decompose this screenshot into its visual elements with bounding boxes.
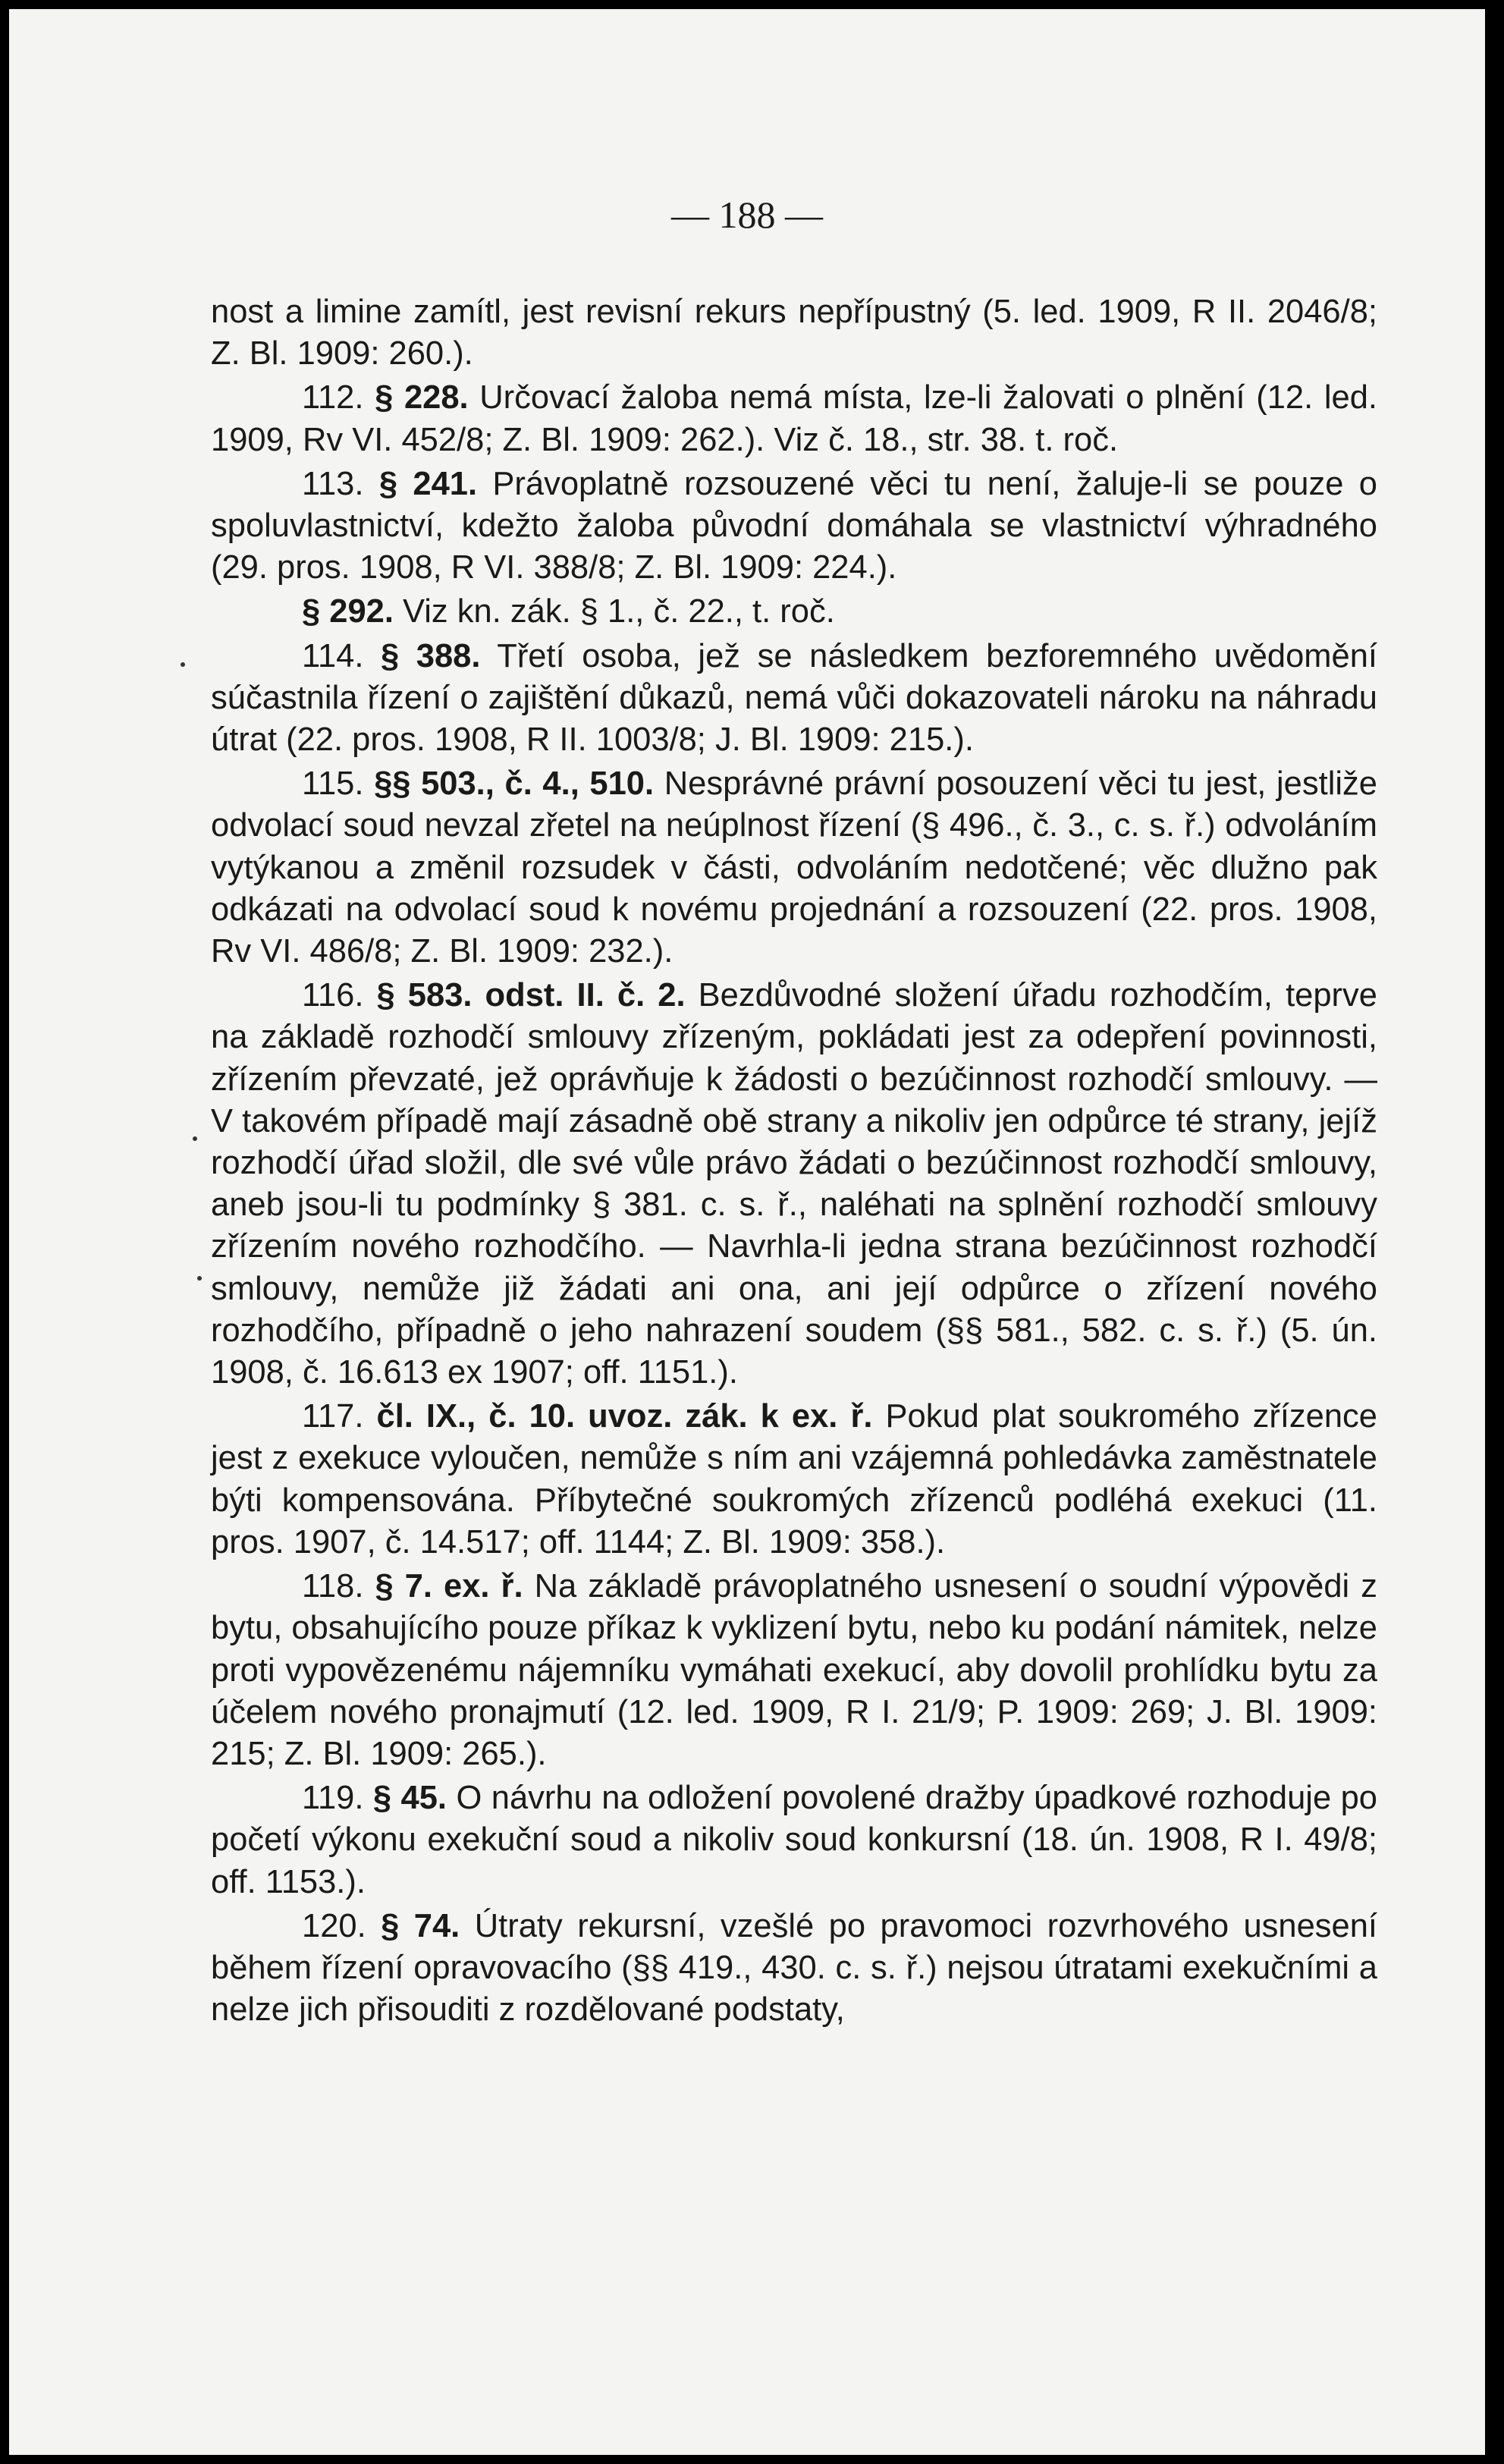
paragraph-text: 114. (302, 637, 381, 674)
paragraph-text: 118. (302, 1568, 375, 1605)
paragraph-text: 116. (302, 977, 377, 1014)
paragraph (211, 464, 1377, 589)
margin-mark (197, 1276, 202, 1281)
paragraph-reference: § 241. (378, 465, 478, 502)
paragraph-reference: § 292. (302, 593, 394, 630)
paragraph (211, 1777, 1377, 1903)
paragraph (211, 975, 1377, 1394)
paragraph-reference: § 388. (381, 637, 481, 674)
paragraph (211, 1396, 1377, 1564)
margin-mark (181, 662, 185, 667)
paragraph-text: 115. (302, 765, 375, 803)
paragraph-reference: § 7. ex. ř. (375, 1568, 523, 1605)
paragraph (211, 377, 1377, 460)
paragraph-reference: § 583. odst. II. č. 2. (376, 977, 686, 1014)
paragraph-text: 113. (302, 465, 379, 502)
paragraph-text: Viz kn. zák. § 1., č. 22., t. roč. (393, 593, 835, 630)
paragraph-reference: § 228. (375, 379, 469, 416)
paragraph (211, 763, 1377, 973)
paragraph-text: 120. (302, 1907, 381, 1944)
paragraph (211, 636, 1377, 762)
paragraph-text: Útraty rekursní, vzešlé po pravomoci rozvrhového usnesení během řízení opravovacího (§§ 419., 430. c. s. ř.) nejsou útratami exekučními a nelze jich přisouditi z rozdělované podstaty, (211, 1907, 1378, 2029)
book-page (9, 9, 1485, 2455)
paragraph-text: Bezdůvodné složení úřadu rozhodčím, teprve na základě rozhodčí smlouvy zřízeným, pokládati jest za odepření povinnosti, zřízením převzaté, jež oprávňuje k žádosti o bezúčinnost rozhodčí smlouvy. — V takovém případě mají zásadně obě strany a nikoliv jen odpůrce té strany, jejíž rozhodčí úřad složil, dle své vůle právo žádati o bezúčinnost rozhodčí smlouvy, aneb jsou-li tu podmínky § 381. c. s. ř., naléhati na splnění rozhodčí smlouvy zřízením nového rozhodčího. — Navrhla-li jedna strana bezúčinnost rozhodčí smlouvy, nemůže již žádati ani ona, ani její odpůrce o zřízení nového rozhodčího, případně o jeho nahrazení soudem (§§ 581., 582. c. s. ř.) (5. ún. 1908, č. 16.613 ex 1907; off. 1151.). (211, 977, 1377, 1391)
paragraph-text: 112. (302, 379, 375, 416)
paragraph (211, 591, 1377, 633)
paragraph-text: Pokud plat soukromého zřízence jest z exekuce vyloučen, nemůže s ním ani vzájemná pohledávka zaměstnatele býti kompensována. Příbytečné soukromých zřízenců podléhá exekuci (11. pros. 1907, č. 14.517; off. 1144; Z. Bl. 1909: 358.). (211, 1398, 1377, 1560)
paragraph-text: 119. (302, 1780, 373, 1817)
paragraph-text: Nesprávné právní posouzení věci tu jest, jestliže odvolací soud nevzal zřetel na neúplnost řízení (§ 496., č. 3., c. s. ř.) odvoláním vytýkanou a změnil rozsudek v části, odvoláním nedotčené; věc dlužno pak odkázati na odvolací soud k novému projednání a rozsouzení (22. pros. 1908, Rv VI. 486/8; Z. Bl. 1909: 232.). (211, 765, 1377, 970)
paragraph-text: Na základě právoplatného usnesení o soudní výpovědi z bytu, obsahujícího pouze příkaz k vyklizení bytu, nebo ku podání námitek, nelze proti vypovězenému nájemníku vymáhati exekucí, aby dovolil prohlídku bytu za účelem nového pronajmutí (12. led. 1909, R I. 21/9; P. 1909: 269; J. Bl. 1909: 215; Z. Bl. 1909: 265.). (211, 1568, 1377, 1772)
paragraph-text: O návrhu na odložení povolené dražby úpadkové rozhoduje po početí výkonu exekuční soud a nikoliv soud konkursní (18. ún. 1908, R I. 49/8; off. 1153.). (211, 1780, 1377, 1900)
paragraph (211, 1906, 1377, 2032)
page-body (211, 291, 1377, 2033)
paragraph-text: nost a limine zamítl, jest revisní rekurs nepřípustný (5. led. 1909, R II. 2046/8; Z. Bl. 1909: 260.). (211, 294, 1377, 372)
paragraph (211, 1566, 1377, 1775)
paragraph-text: Právoplatně rozsouzené věci tu není, žaluje-li se pouze o spoluvlastnictví, kdežto žaloba původní domáhala se vlastnictví výhradného (29. pros. 1908, R VI. 388/8; Z. Bl. 1909: 224.). (211, 465, 1377, 586)
page-number: — 188 — (671, 193, 823, 236)
margin-mark (193, 1136, 197, 1141)
paragraph-reference: § 74. (381, 1907, 460, 1944)
paragraph-reference: §§ 503., č. 4., 510. (374, 765, 655, 803)
paragraph (211, 291, 1377, 375)
paragraph-reference: čl. IX., č. 10. uvoz. zák. k ex. ř. (376, 1398, 873, 1435)
paragraph-text: Určovací žaloba nemá místa, lze-li žalovati o plnění (12. led. 1909, Rv VI. 452/8; Z. Bl. 1909: 262.). Viz č. 18., str. 38. t. roč. (211, 379, 1377, 458)
paragraph-text: Třetí osoba, jež se následkem bezforemného uvědomění súčastnila řízení o zajištění důkazů, nemá vůči dokazovateli nároku na náhradu útrat (22. pros. 1908, R II. 1003/8; J. Bl. 1909: 215.). (211, 637, 1377, 759)
paragraph-text: 117. (302, 1398, 377, 1435)
paragraph-reference: § 45. (372, 1780, 447, 1817)
